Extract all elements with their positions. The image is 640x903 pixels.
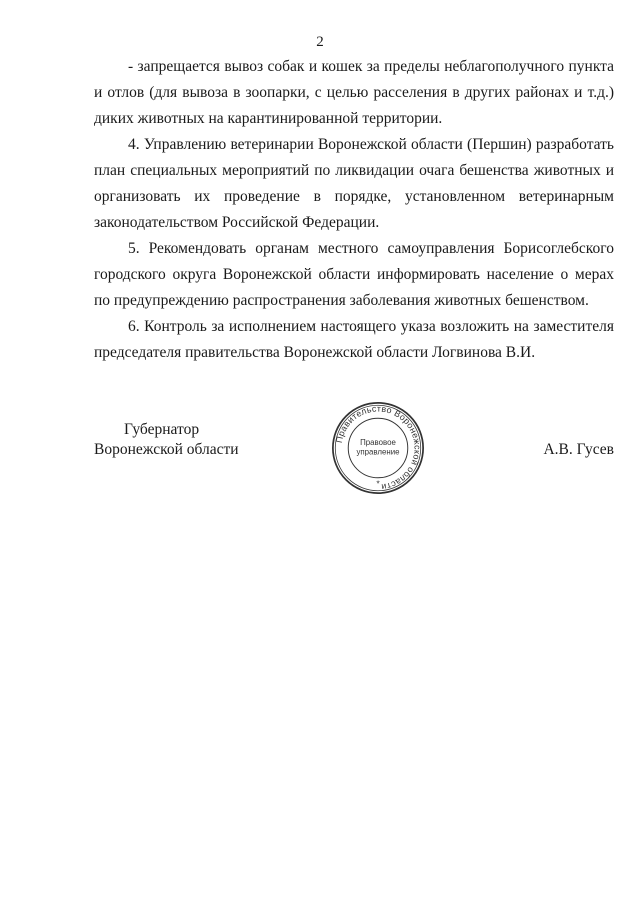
seal-center-line2: управление	[356, 447, 400, 457]
signatory-title	[94, 420, 239, 460]
seal-ring-text: Правительство Воронежской области	[333, 403, 423, 493]
paragraph-prohibition: - запрещается вывоз собак и кошек за пределы неблагополучного пункта и отлов (для вывоза в зоопарки, с целью расселения в других районах и т.д.) диких животных на карантинированной территории.	[94, 58, 614, 127]
document-body	[94, 54, 614, 366]
paragraph-5: 5. Рекомендовать органам местного самоуправления Борисоглебского городского округа Воронежской области информировать население о мерах по предупреждению распространения заболевания животных бешенством.	[94, 240, 614, 309]
signatory-region: Воронежской области	[94, 441, 239, 458]
seal-star-icon: *	[376, 478, 380, 489]
seal-center-line1: Правовое	[360, 438, 396, 448]
signatory-name: А.В. Гусев	[543, 441, 614, 458]
page-number: 2	[316, 34, 324, 50]
paragraph-4: 4. Управлению ветеринарии Воронежской области (Першин) разработать план специальных мероприятий по ликвидации очага бешенства животных и организовать их проведение в порядке, установленном ветеринарным законодательством Российской Федерации.	[94, 136, 614, 231]
signatory-position: Губернатор	[124, 421, 200, 438]
official-seal-stamp	[330, 400, 426, 496]
paragraph-6: 6. Контроль за исполнением настоящего указа возложить на заместителя председателя правительства Воронежской области Логвинова В.И.	[94, 318, 614, 361]
